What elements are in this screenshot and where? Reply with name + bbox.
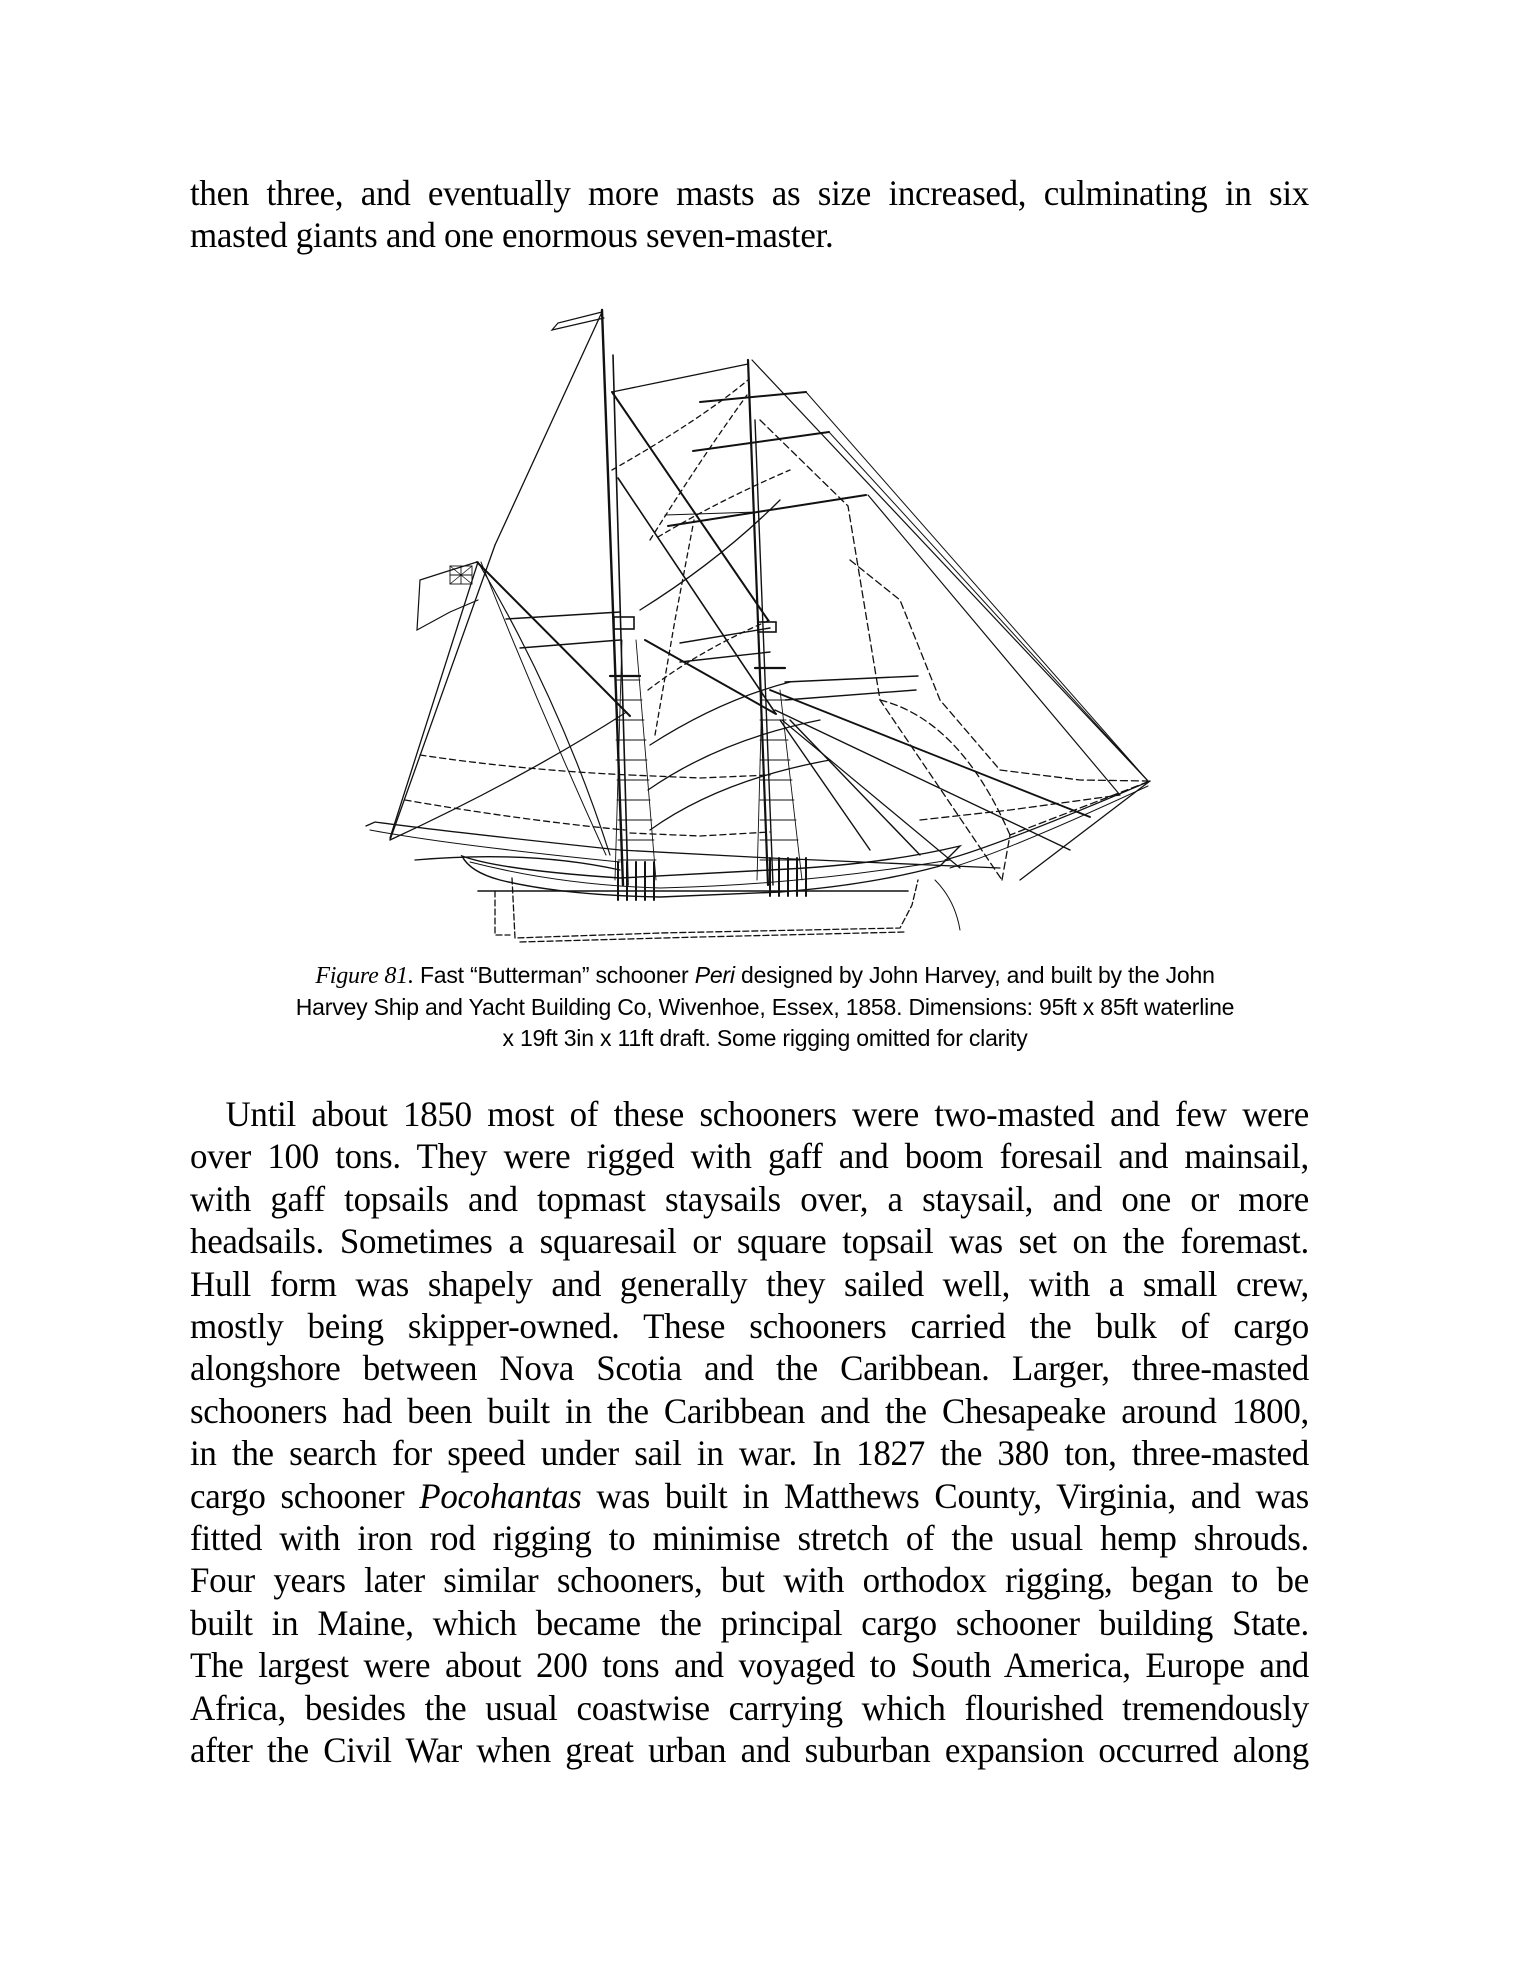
figure-caption <box>180 960 1350 1054</box>
text-span: cargo schooner <box>190 1475 420 1516</box>
caption-line-2: Harvey Ship and Yacht Building Co, Wivenhoe, Essex, 1858. Dimensions: 95ft x 85ft waterline <box>295 994 1235 1020</box>
caption-line-1 <box>180 960 1350 992</box>
text-line: Until about 1850 most of these schooners were two-masted and few were <box>225 1094 1309 1134</box>
intro-paragraph <box>190 172 1309 257</box>
text-line: Africa, besides the usual coastwise carrying which flourished tremendously <box>190 1687 1309 1728</box>
text-line: masted giants and one enormous seven-master. <box>190 215 834 256</box>
text-line: Hull form was shapely and generally they sailed well, with a small crew, <box>190 1263 1309 1304</box>
text-line: with gaff topsails and topmast staysails over, a staysail, and one or more <box>190 1178 1309 1219</box>
body-paragraph <box>190 1093 1309 1772</box>
figure-81 <box>355 295 1160 945</box>
schooner-drawing-icon <box>355 295 1160 945</box>
figure-label: Figure 81. <box>315 963 414 989</box>
text-line: headsails. Sometimes a squaresail or square topsail was set on the foremast. <box>190 1221 1309 1262</box>
text-line: over 100 tons. They were rigged with gaff and boom foresail and mainsail, <box>190 1136 1309 1177</box>
ship-name: Pocohantas <box>419 1475 582 1516</box>
text-line: schooners had been built in the Caribbean and the Chesapeake around 1800, <box>190 1390 1309 1431</box>
text-line: Four years later similar schooners, but with orthodox rigging, began to be <box>190 1560 1309 1601</box>
text-line <box>190 1475 1309 1517</box>
caption-text: designed by John Harvey, and built by the John <box>734 962 1215 988</box>
text-line: The largest were about 200 tons and voyaged to South America, Europe and <box>190 1645 1309 1686</box>
text-line: alongshore between Nova Scotia and the Caribbean. Larger, three-masted <box>190 1348 1309 1389</box>
caption-text: Fast “Butterman” schooner <box>413 962 695 988</box>
text-line: after the Civil War when great urban and suburban expansion occurred along <box>190 1730 1309 1771</box>
text-line: built in Maine, which became the principal cargo schooner building State. <box>190 1602 1309 1643</box>
text-line: then three, and eventually more masts as size increased, culminating in six <box>190 173 1309 213</box>
text-line: mostly being skipper-owned. These schooners carried the bulk of cargo <box>190 1306 1309 1347</box>
text-line: fitted with iron rod rigging to minimise stretch of the usual hemp shrouds. <box>190 1518 1309 1559</box>
ship-name: Peri <box>694 962 735 988</box>
text-span: was built in Matthews County, Virginia, and was <box>581 1475 1309 1516</box>
text-line: in the search for speed under sail in war. In 1827 the 380 ton, three-masted <box>190 1433 1309 1474</box>
caption-line-3: x 19ft 3in x 11ft draft. Some rigging omitted for clarity <box>502 1025 1028 1051</box>
